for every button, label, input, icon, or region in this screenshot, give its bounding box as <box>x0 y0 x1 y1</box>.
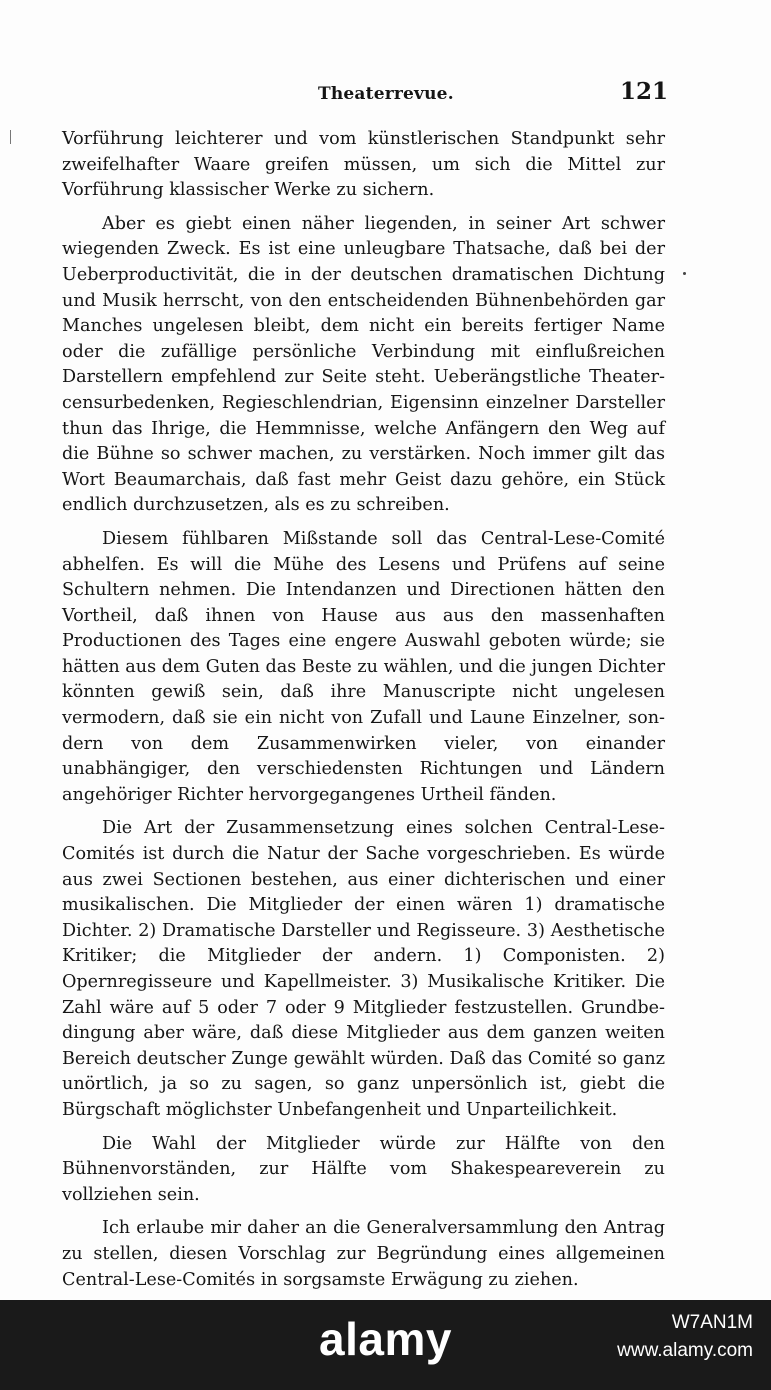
stock-watermark-band <box>0 1300 771 1390</box>
watermark-url: www.alamy.com <box>617 1340 753 1361</box>
page-number: 121 <box>620 78 669 105</box>
watermark-brand: alamy <box>319 1313 452 1365</box>
paragraph-5: Die Wahl der Mitglieder würde zur Hälfte von den Bühnenvorständen, zur Hälfte vom Shakespeareverein zu vollziehen sein. <box>62 1133 665 1205</box>
body-text <box>62 127 665 1301</box>
paragraph-6: Ich erlaube mir daher an die Generalversammlung den Antrag zu stellen, diesen Vorschlag zur Begründung eines allgemeinen Central-Lese-Comités in sorgsamste Erwägung zu ziehen. <box>62 1218 665 1290</box>
running-head <box>0 78 771 114</box>
paragraph-2: Aber es giebt einen näher liegenden, in seiner Art schwer wiegenden Zweck. Es ist eine unleugbare Thatsache, daß bei der Ueberproductivität, die in der deutschen dramatischen Dichtung und Musik herrscht, von den entscheidenden Bühnenbehörden gar Manches ungelesen bleibt, dem nicht ein bereits fertiger Name oder die zufällige persönliche Verbindung mit einflußreichen Darstellern empfehlend zur Seite steht. Ueberängstliche Theatercensurbedenken, Regieschlendrian, Eigensinn einzelner Darsteller thun das Ihrige, die Hemmnisse, welche Anfängern den Weg auf die Bühne so schwer machen, zu verstärken. Noch immer gilt das Wort Beaumarchais, daß fast mehr Geist dazu gehöre, ein Stück endlich durchzusetzen, als es zu schreiben. <box>62 213 665 516</box>
paragraph-4: Die Art der Zusammensetzung eines solchen Central-Lese-Comités ist durch die Natur der Sache vorgeschrieben. Es würde aus zwei Sectionen bestehen, aus einer dichterischen und einer musikalischen. Die Mitglieder der einen wären 1) dramatische Dichter. 2) Dramatische Darsteller und Regisseure. 3) Aesthetische Kritiker; die Mitglieder der andern. 1) Componisten. 2) Opernregisseure und Kapellmeister. 3) Musikalische Kritiker. Die Zahl wäre auf 5 oder 7 oder 9 Mitglieder festzustellen. Grundbedingung aber wäre, daß diese Mitglieder aus dem ganzen weiten Bereich deutscher Zunge gewählt würden. Daß das Comité so ganz unörtlich, ja so zu sagen, so ganz unpersönlich ist, giebt die Bürgschaft möglichster Unbefangenheit und Unparteilichkeit. <box>62 818 665 1120</box>
paragraph-3: Diesem fühlbaren Mißstande soll das Central-Lese-Comité abhelfen. Es will die Mühe des Lesens und Prüfens auf seine Schultern nehmen. Die Intendanzen und Directionen hätten den Vortheil, daß ihnen von Hause aus aus den massenhaften Productionen des Tages eine engere Auswahl geboten würde; sie hätten aus dem Guten das Beste zu wählen, und die jungen Dichter könnten gewiß sein, daß ihre Manuscripte nicht ungelesen vermodern, daß sie ein nicht von Zufall und Laune Einzelner, sondern von dem Zusammenwirken vieler, von einander unabhängiger, den verschiedensten Richtungen und Ländern angehöriger Richter hervorgegangenes Urtheil fänden. <box>62 528 665 805</box>
margin-mark <box>10 130 11 144</box>
paragraph-1: Vorführung leichterer und vom künstlerischen Standpunkt sehr zweifelhafter Waare greifen müssen, um sich die Mittel zur Vorführung klassischer Werke zu sichern. <box>62 129 665 201</box>
running-title: Theaterrevue. <box>318 84 454 104</box>
watermark-image-id: W7AN1M <box>671 1312 753 1333</box>
margin-dot <box>683 272 686 275</box>
